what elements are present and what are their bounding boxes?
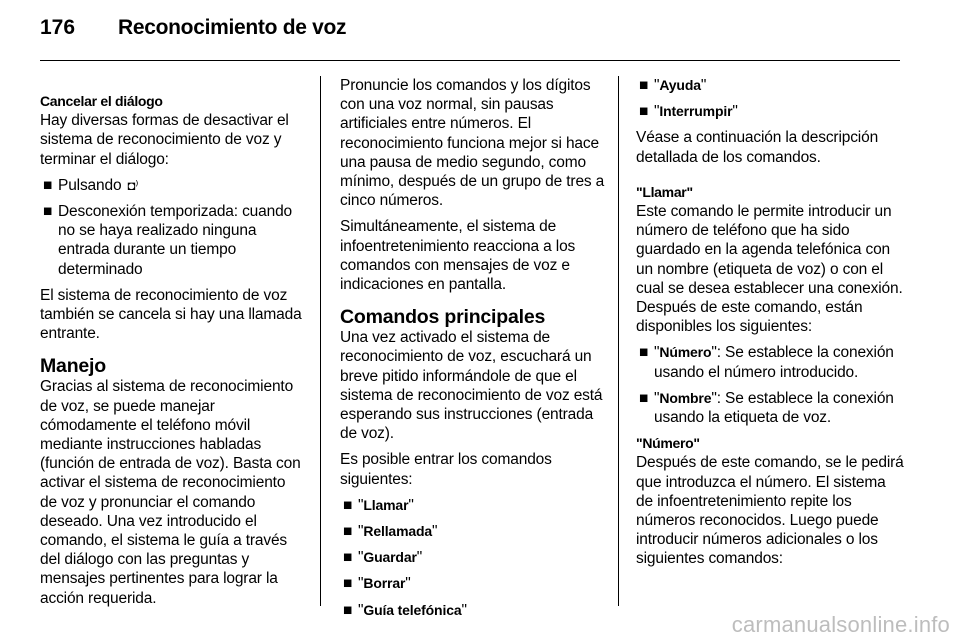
list-item: ■ "Nombre": Se establece la conexión usando la etiqueta de voz. bbox=[639, 389, 894, 427]
paragraph-cancel-call: El sistema de reconocimiento de voz también se cancela si hay una llamada entrante. bbox=[40, 286, 302, 343]
list-item: ■ "Llamar" bbox=[343, 496, 414, 514]
list-item: ■ "Borrar" bbox=[343, 575, 411, 593]
heading-manejo: Manejo bbox=[40, 355, 106, 378]
list-item: ■ "Interrumpir" bbox=[639, 103, 738, 121]
paragraph-manejo: Gracias al sistema de reconocimiento de voz, se puede manejar cómodamente el teléfono móvil mediante instrucciones habladas (función de entrada de voz). Basta con activar el sistema de reconocimiento de voz y pronunciar el comando deseado. Una vez introducido el comando, el sistema le guía a través del diálogo con las preguntas y mensajes pertinentes para lograr la acción requerida. bbox=[40, 378, 301, 607]
bullet-icon: ■ bbox=[343, 523, 353, 541]
bullet-icon: ■ bbox=[639, 344, 649, 362]
bullet-icon: ■ bbox=[343, 496, 353, 514]
list-item: ■ "Ayuda" bbox=[639, 77, 707, 94]
bullet-icon: ■ bbox=[343, 549, 353, 567]
heading-numero: "Número" bbox=[636, 435, 700, 452]
paragraph-activado: Una vez activado el sistema de reconocimiento de voz, escuchará un breve pitido informándole de que el sistema de reconocimiento de voz está esperando sus instrucciones (entrada de voz). bbox=[340, 329, 603, 443]
column-1 bbox=[40, 76, 306, 615]
list-item: ■ "Número": Se establece la conexión usando el número introducido. bbox=[639, 344, 894, 381]
page-number: 176 bbox=[40, 16, 76, 39]
column-divider-2 bbox=[618, 76, 619, 606]
heading-llamar: "Llamar" bbox=[636, 183, 693, 200]
bullet-icon: ■ bbox=[639, 103, 649, 121]
list-item: ■ "Rellamada" bbox=[343, 523, 438, 541]
list-item: ■ Desconexión temporizada: cuando no se haya realizado ninguna entrada durante un tiempo determinado bbox=[43, 203, 293, 278]
page-title: Reconocimiento de voz bbox=[118, 16, 347, 39]
bullet-icon: ■ bbox=[639, 77, 649, 94]
bullet-icon: ■ bbox=[43, 176, 53, 194]
list-item: ■ "Guía telefónica" bbox=[343, 601, 467, 619]
heading-comandos: Comandos principales bbox=[340, 306, 546, 329]
bullet-icon: ■ bbox=[639, 389, 649, 407]
column-divider-1 bbox=[320, 76, 321, 606]
list-item: ■ Pulsando ◘⁾ bbox=[43, 176, 139, 194]
paragraph-simultaneamente: Simultáneamente, el sistema de infoentretenimiento reacciona a los comandos con mensajes de voz e indicaciones en pantalla. bbox=[340, 218, 576, 294]
watermark: carmanualsonline.info bbox=[731, 612, 950, 637]
paragraph-posible: Es posible entrar los comandos siguientes: bbox=[340, 451, 552, 488]
header-rule bbox=[40, 60, 900, 61]
column-3 bbox=[636, 76, 904, 576]
list-item: ■ "Guardar" bbox=[343, 549, 423, 567]
heading-cancelar: Cancelar el diálogo bbox=[40, 93, 163, 109]
bullet-icon: ■ bbox=[343, 601, 353, 619]
llamar-options bbox=[636, 343, 904, 427]
command-list bbox=[340, 496, 606, 620]
paragraph-numero: Después de este comando, se le pedirá que introduzca el número. El sistema de infoentretenimiento repite los números reconocidos. Luego puede introducir números adicionales o los siguientes comandos: bbox=[636, 454, 904, 568]
bullet-icon: ■ bbox=[43, 203, 53, 221]
column-2 bbox=[340, 76, 606, 627]
bullet-icon: ■ bbox=[343, 575, 353, 593]
cancel-list bbox=[40, 176, 306, 279]
voice-control-icon: ◘⁾ bbox=[127, 177, 139, 193]
page-header bbox=[40, 16, 900, 46]
paragraph-llamar: Este comando le permite introducir un número de teléfono que ha sido guardado en la agenda telefónica con un nombre (etiqueta de voz) o con el cual se desea establecer una conexión. Después de este comando, están disponibles los siguientes: bbox=[636, 203, 903, 336]
command-list-cont bbox=[636, 76, 904, 121]
paragraph-cancelar: Hay diversas formas de desactivar el sistema de reconocimiento de voz y terminar el diálogo: bbox=[40, 112, 289, 168]
paragraph-vease: Véase a continuación la descripción detallada de los comandos. bbox=[636, 129, 879, 166]
paragraph-pronuncie: Pronuncie los comandos y los dígitos con una voz normal, sin pausas artificiales entre números. El reconocimiento funciona mejor si hace una pausa de medio segundo, como mínimo, después de un grupo de tres a cinco números. bbox=[340, 77, 605, 210]
